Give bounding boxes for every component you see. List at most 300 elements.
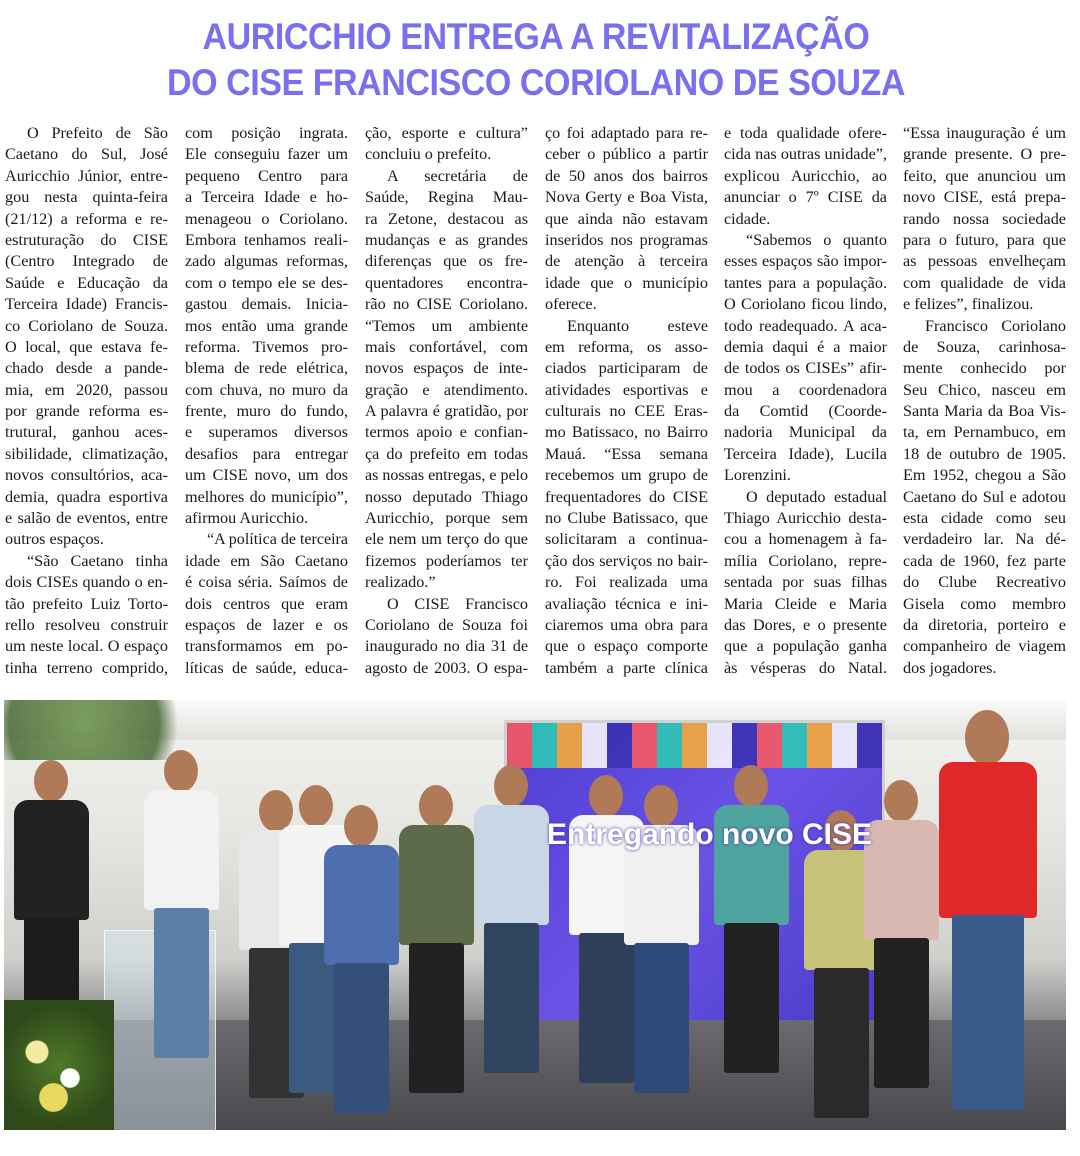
text-column-1 xyxy=(5,123,168,679)
text-line-content: 18 de outubro de 1905. xyxy=(903,444,1066,463)
text-line-content: Auricchio, porque sem xyxy=(365,509,528,528)
text-line-content: Saúde e Educação da xyxy=(5,273,168,292)
text-line xyxy=(545,251,708,272)
text-line-content: diferenças que os fre- xyxy=(365,252,528,271)
text-line xyxy=(365,273,528,294)
text-line-content: “Sabemos o quanto xyxy=(746,230,887,249)
text-line xyxy=(545,144,708,165)
text-line xyxy=(724,209,887,230)
text-line-content: no Clube Batissaco, que xyxy=(545,509,708,528)
text-line xyxy=(185,487,348,508)
text-line xyxy=(724,422,887,443)
text-line-content: avaliação técnica e ini- xyxy=(545,594,708,613)
person-head xyxy=(164,750,198,792)
text-line-content: trutural, ganhou aces- xyxy=(5,423,168,442)
text-line xyxy=(724,658,887,679)
text-line-content: das Dores, e o presente xyxy=(724,615,887,634)
text-line xyxy=(185,572,348,593)
text-line-content: estruturação do CISE xyxy=(5,230,168,249)
text-line xyxy=(545,658,708,679)
text-line xyxy=(5,401,168,422)
text-line xyxy=(185,508,348,529)
person-torso xyxy=(864,820,939,940)
text-line xyxy=(5,508,168,529)
text-line xyxy=(185,615,348,636)
text-line xyxy=(365,123,528,144)
text-line xyxy=(5,294,168,315)
text-line xyxy=(5,636,168,657)
text-line xyxy=(903,294,1066,315)
text-line-content: (Centro Integrado de xyxy=(5,252,168,271)
text-line-content: novo CISE, está prepa- xyxy=(903,188,1066,207)
text-line xyxy=(724,316,887,337)
text-line xyxy=(903,251,1066,272)
text-line xyxy=(903,487,1066,508)
text-line xyxy=(5,594,168,615)
person-head xyxy=(494,765,528,807)
text-line-content: agosto de 2003. O espa- xyxy=(365,658,528,677)
text-line xyxy=(365,380,528,401)
text-line-content: companheiro de viagem xyxy=(903,637,1066,656)
text-line-content: e salão de eventos, entre xyxy=(5,509,168,528)
text-column-2 xyxy=(185,123,348,679)
text-line xyxy=(365,187,528,208)
text-line xyxy=(5,422,168,443)
text-line-content: Nova Gerty e Boa Vista, xyxy=(545,188,708,207)
person-head xyxy=(419,785,453,827)
text-line-content: anunciar o 7º CISE da xyxy=(724,188,887,207)
text-line xyxy=(5,316,168,337)
text-line-content: de Souza, carinhosa- xyxy=(903,337,1066,356)
text-line xyxy=(545,529,708,550)
text-line-content: ço foi adaptado para re- xyxy=(545,124,708,142)
text-line xyxy=(365,529,528,550)
text-line-content: inseridos nos programas xyxy=(545,230,708,249)
text-line-content: quentadores encontra- xyxy=(365,273,528,292)
text-column-6 xyxy=(903,123,1066,679)
text-column-3 xyxy=(365,123,528,679)
text-line xyxy=(365,615,528,636)
text-line xyxy=(185,337,348,358)
text-line xyxy=(545,337,708,358)
text-line xyxy=(5,123,168,144)
text-line-content: gração e atendimento. xyxy=(365,380,528,399)
text-line xyxy=(724,465,887,486)
text-line xyxy=(5,251,168,272)
text-line-content: e felizes”, finalizou. xyxy=(903,295,1034,314)
person-legs xyxy=(724,923,779,1073)
text-line-content: Seu Chico, nasceu em xyxy=(903,380,1066,399)
text-line-content: Mauá. “Essa semana xyxy=(545,444,708,463)
text-line-content: as pessoas envelheçam xyxy=(903,252,1066,271)
text-line-content: termos apoio e confian- xyxy=(365,423,528,442)
text-line xyxy=(545,465,708,486)
headline-line-2: DO CISE FRANCISCO CORIOLANO DE SOUZA xyxy=(166,62,906,103)
text-line xyxy=(185,636,348,657)
text-line-content: frente, muro do fundo, xyxy=(185,402,348,421)
person-torso xyxy=(399,825,474,945)
text-line xyxy=(545,358,708,379)
text-line xyxy=(545,422,708,443)
text-line xyxy=(903,166,1066,187)
text-line xyxy=(545,187,708,208)
text-line xyxy=(724,380,887,401)
text-line xyxy=(724,551,887,572)
headline xyxy=(43,14,1029,106)
text-line xyxy=(903,230,1066,251)
text-line-content: Francisco Coriolano xyxy=(925,316,1066,335)
text-line xyxy=(545,380,708,401)
text-line xyxy=(185,316,348,337)
text-line xyxy=(185,358,348,379)
text-line-content: Santa Maria da Boa Vis- xyxy=(903,402,1066,421)
headline-line-1: AURICCHIO ENTREGA A REVITALIZAÇÃO xyxy=(202,16,870,57)
text-line xyxy=(545,508,708,529)
text-line xyxy=(365,636,528,657)
text-line xyxy=(185,658,348,679)
text-line xyxy=(903,615,1066,636)
text-line xyxy=(185,380,348,401)
text-line-content: idade em São Caetano xyxy=(185,551,348,570)
text-line xyxy=(5,465,168,486)
text-line-content: dois centros que eram xyxy=(185,594,348,613)
text-line xyxy=(185,230,348,251)
text-line xyxy=(185,465,348,486)
text-line xyxy=(365,508,528,529)
text-line-content: e superamos diversos xyxy=(185,423,348,442)
text-line xyxy=(903,209,1066,230)
text-line xyxy=(365,316,528,337)
text-line-content: O Coriolano ficou lindo, xyxy=(724,295,887,314)
text-line xyxy=(5,337,168,358)
person-legs xyxy=(952,915,1024,1110)
text-line-content: ciaremos uma obra para xyxy=(545,615,708,634)
person-head xyxy=(299,785,333,827)
text-line-content: sentada por suas filhas xyxy=(724,573,887,592)
text-line xyxy=(724,187,887,208)
text-line-content: de atenção à terceira xyxy=(545,252,708,271)
text-line xyxy=(903,123,1066,144)
text-line-content: tantes para a população. xyxy=(724,273,887,292)
text-line xyxy=(903,594,1066,615)
person-head xyxy=(344,805,378,847)
text-line-content: verdadeiro lar. Na dé- xyxy=(903,530,1066,549)
text-line-content: com qualidade de vida xyxy=(903,273,1066,292)
text-line-content: “São Caetano tinha xyxy=(27,551,168,570)
text-line xyxy=(545,230,708,251)
text-line xyxy=(545,487,708,508)
text-line-content: cou a homenagem à fa- xyxy=(724,530,887,549)
text-line xyxy=(545,594,708,615)
text-line xyxy=(185,209,348,230)
text-line-content: pequeno Centro para xyxy=(185,166,348,185)
text-line-content: Terceira Idade), Lucila xyxy=(724,444,887,463)
person-legs xyxy=(484,923,539,1073)
text-line-content: cidade. xyxy=(724,209,771,228)
text-line xyxy=(724,230,887,251)
text-line xyxy=(185,529,348,550)
text-line xyxy=(903,636,1066,657)
text-line xyxy=(724,508,887,529)
text-line-content: de todos os CISEs” afir- xyxy=(724,359,887,378)
text-line-content: afirmou Auricchio. xyxy=(185,509,309,528)
person-head xyxy=(34,760,68,802)
text-line-content: mente conhecido por xyxy=(903,359,1066,378)
text-line-content: nosso deputado Thiago xyxy=(365,487,528,506)
text-line xyxy=(365,166,528,187)
text-line-content: mília Coriolano, repre- xyxy=(724,551,887,570)
text-line-content: “Essa inauguração é um xyxy=(903,124,1066,142)
text-line-content: tinha terreno comprido, xyxy=(5,658,168,677)
text-line-content: ção dos serviços no bair- xyxy=(545,551,708,570)
text-line-content: ta, em Pernambuco, em xyxy=(903,423,1066,442)
text-line-content: que o espaço comporte xyxy=(545,637,708,656)
person-torso xyxy=(324,845,399,965)
text-line-content: líticas de saúde, educa- xyxy=(185,658,348,677)
text-line-content: O Prefeito de São xyxy=(27,124,168,142)
text-line xyxy=(185,401,348,422)
text-line xyxy=(724,273,887,294)
text-line-content: feito, que anunciou um xyxy=(903,166,1066,185)
text-line-content: reforma. Tivemos pro- xyxy=(185,337,348,356)
text-line xyxy=(545,636,708,657)
text-line xyxy=(365,230,528,251)
text-line-content: solicitaram a continua- xyxy=(545,530,708,549)
banner-pattern xyxy=(507,723,882,768)
text-line xyxy=(903,273,1066,294)
banner-text: Entregando novo CISE xyxy=(547,818,873,851)
text-line xyxy=(185,422,348,443)
text-line-content: “Temos um ambiente xyxy=(365,316,528,335)
text-line-content: zado algumas reformas, xyxy=(185,252,348,271)
text-line xyxy=(185,551,348,572)
text-line xyxy=(185,166,348,187)
text-line xyxy=(545,209,708,230)
text-line-content: esta cidade como seu xyxy=(903,509,1066,528)
text-line xyxy=(5,230,168,251)
person-legs xyxy=(874,938,929,1088)
text-line-content: Auricchio Júnior, entre- xyxy=(5,166,168,185)
text-line-content: mos então uma grande xyxy=(185,316,348,335)
text-line xyxy=(365,294,528,315)
text-line xyxy=(5,187,168,208)
text-line xyxy=(724,358,887,379)
text-line-content: (21/12) a reforma e re- xyxy=(5,209,168,228)
text-line-content: esses espaços são impor- xyxy=(724,252,887,271)
text-line xyxy=(903,337,1066,358)
person-legs xyxy=(409,943,464,1093)
text-line-content: Terceira Idade) Francis- xyxy=(5,295,168,314)
text-line-content: com chuva, no muro da xyxy=(185,380,348,399)
text-line-content: com o tempo ele se des- xyxy=(185,273,348,292)
text-line-content: realizado.” xyxy=(365,573,436,592)
text-line-content: cada de 1960, fez parte xyxy=(903,551,1066,570)
text-line xyxy=(5,615,168,636)
text-line-content: novos espaços de inte- xyxy=(365,359,528,378)
text-line xyxy=(903,422,1066,443)
text-line xyxy=(903,358,1066,379)
text-line xyxy=(724,144,887,165)
text-line xyxy=(903,380,1066,401)
person-torso xyxy=(144,790,219,910)
text-line xyxy=(724,615,887,636)
text-line-content: ciados participaram de xyxy=(545,359,708,378)
text-line xyxy=(724,337,887,358)
text-line xyxy=(185,594,348,615)
text-line-content: melhores do município”, xyxy=(185,487,348,506)
text-line-content: cida nas outras unidade”, xyxy=(724,145,887,164)
text-line-content: ça do prefeito em todas xyxy=(365,444,528,463)
text-line-content: Ele conseguiu fazer um xyxy=(185,145,348,164)
text-line xyxy=(365,444,528,465)
text-line xyxy=(545,123,708,144)
text-line xyxy=(5,358,168,379)
text-line xyxy=(903,529,1066,550)
text-line-content: oferece. xyxy=(545,295,597,314)
text-line-content: idade que o município xyxy=(545,273,708,292)
text-line-content: O deputado estadual xyxy=(746,487,887,506)
text-line-content: em reforma, os asso- xyxy=(545,337,708,356)
text-line-content: com posição ingrata. xyxy=(185,124,348,142)
text-line-content: Embora tenhamos reali- xyxy=(185,230,348,249)
text-line xyxy=(365,465,528,486)
text-line xyxy=(724,444,887,465)
text-line xyxy=(5,572,168,593)
text-line xyxy=(903,444,1066,465)
text-line-content: atividades esportivas e xyxy=(545,380,708,399)
person-legs xyxy=(579,933,634,1083)
text-line-content: blema de rede elétrica, xyxy=(185,359,348,378)
text-line-content: co Coriolano de Souza. xyxy=(5,316,168,335)
text-line-content: da diretoria, porteiro e xyxy=(903,615,1066,634)
text-line xyxy=(365,337,528,358)
text-line-content: chado desde a pande- xyxy=(5,359,168,378)
text-line-content: ro. Foi realizada uma xyxy=(545,573,708,592)
text-line-content: por grande reforma es- xyxy=(5,402,168,421)
text-line-content: Em 1952, chegou a São xyxy=(903,466,1066,485)
text-line-content: rello resolveu construir xyxy=(5,615,168,634)
text-line-content: é coisa séria. Saímos de xyxy=(185,573,348,592)
text-line xyxy=(365,209,528,230)
text-line xyxy=(365,144,528,165)
text-line xyxy=(724,294,887,315)
person-head xyxy=(734,765,768,807)
person-head xyxy=(965,710,1009,765)
text-line xyxy=(545,316,708,337)
text-line-content: menageou o Coriolano. xyxy=(185,209,348,228)
text-line-content: explicou Auricchio, ao xyxy=(724,166,887,185)
text-line-content: a Terceira Idade e ho- xyxy=(185,188,348,207)
text-line-content: rão no CISE Coriolano. xyxy=(365,295,528,314)
text-line xyxy=(724,401,887,422)
text-line xyxy=(545,294,708,315)
text-line-content: inaugurado no dia 31 de xyxy=(365,637,528,656)
text-line xyxy=(185,444,348,465)
person-head xyxy=(884,780,918,822)
text-line-content: O CISE Francisco xyxy=(387,594,528,613)
text-line-content: Gisela como membro xyxy=(903,594,1066,613)
text-line-content: e toda qualidade ofere- xyxy=(724,124,887,142)
text-line xyxy=(5,551,168,572)
text-line xyxy=(724,572,887,593)
text-line xyxy=(903,551,1066,572)
text-line xyxy=(185,251,348,272)
text-line-content: um neste local. O espaço xyxy=(5,637,168,656)
text-line-content: todo readequado. A aca- xyxy=(724,316,887,335)
text-line xyxy=(5,166,168,187)
text-line xyxy=(724,529,887,550)
text-line xyxy=(185,187,348,208)
text-line-content: Thiago Auricchio desta- xyxy=(724,509,887,528)
text-line xyxy=(185,144,348,165)
text-line-content: um CISE novo, um dos xyxy=(185,466,348,485)
text-line xyxy=(545,572,708,593)
text-line-content: fizemos poderíamos ter xyxy=(365,551,528,570)
text-line xyxy=(5,380,168,401)
text-line-content: novos consultórios, aca- xyxy=(5,466,168,485)
text-line-content: às vésperas do Natal. xyxy=(724,658,887,677)
text-line xyxy=(365,422,528,443)
person-torso xyxy=(939,762,1037,918)
text-line-content: recebemos um grupo de xyxy=(545,466,708,485)
text-line-content: mo Batissaco, no Bairro xyxy=(545,423,708,442)
text-line xyxy=(724,487,887,508)
text-line-content: Coriolano de Souza foi xyxy=(365,615,528,634)
text-line-content: dos jogadores. xyxy=(903,658,997,677)
text-line xyxy=(5,444,168,465)
text-line xyxy=(545,551,708,572)
text-line-content: Caetano do Sul, José xyxy=(5,145,168,164)
person-legs xyxy=(814,968,869,1118)
text-line-content: do Clube Recreativo xyxy=(903,573,1066,592)
text-line xyxy=(365,487,528,508)
text-line xyxy=(903,658,1066,679)
text-line-content: grande presente. O pre- xyxy=(903,145,1066,164)
person-legs xyxy=(634,943,689,1093)
text-line xyxy=(903,465,1066,486)
text-line-content: espaços de lazer e os xyxy=(185,615,348,634)
text-column-5 xyxy=(724,123,887,679)
text-line-content: também a parte clínica xyxy=(545,658,708,677)
text-line-content: culturais no CEE Eras- xyxy=(545,402,708,421)
text-line xyxy=(903,144,1066,165)
text-line xyxy=(365,551,528,572)
text-line-content: Enquanto esteve xyxy=(567,316,708,335)
text-line xyxy=(185,273,348,294)
text-line xyxy=(5,487,168,508)
text-line xyxy=(724,251,887,272)
text-line-content: A secretária de xyxy=(387,166,528,185)
text-line xyxy=(903,401,1066,422)
text-line-content: desafios para entregar xyxy=(185,444,348,463)
text-line xyxy=(5,144,168,165)
text-line xyxy=(724,636,887,657)
text-line xyxy=(365,572,528,593)
text-line-content: mia, em 2020, passou xyxy=(5,380,168,399)
text-line-content: da Comtid (Coorde- xyxy=(724,402,887,421)
text-line-content: Saúde, Regina Mau- xyxy=(365,188,528,207)
text-line-content: rando nossa sociedade xyxy=(903,209,1066,228)
person-torso xyxy=(474,805,549,925)
text-line-content: tão prefeito Luiz Torto- xyxy=(5,594,168,613)
text-line-content: concluiu o prefeito. xyxy=(365,145,492,164)
text-line-content: ele nem um terço do que xyxy=(365,530,528,549)
text-column-4 xyxy=(545,123,708,679)
text-line-content: para o futuro, para que xyxy=(903,230,1066,249)
text-line xyxy=(724,166,887,187)
text-line xyxy=(5,529,168,550)
text-line-content: transformamos em po- xyxy=(185,637,348,656)
